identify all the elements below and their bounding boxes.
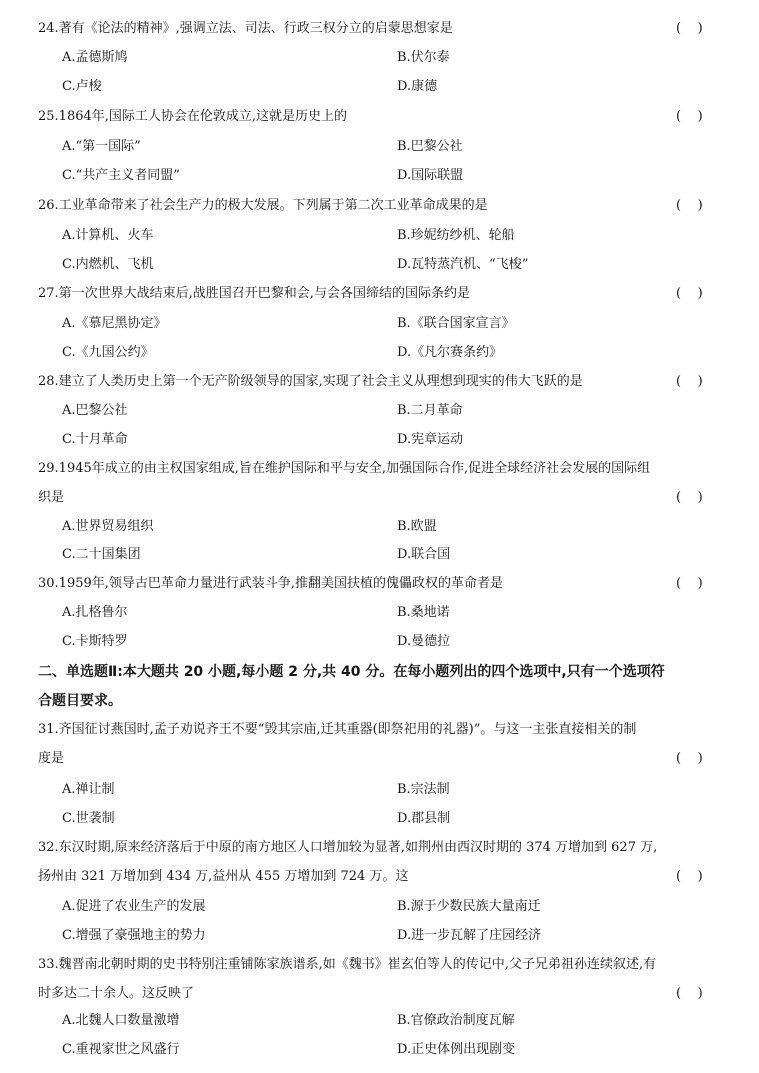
question-30-stem: 30.1959年,领导古巴革命力量进行武装斗争,推翻美国扶植的傀儡政权的革命者是 [38, 576, 504, 591]
option-28-d: D.宪章运动 [397, 432, 464, 447]
option-30-b: B.桑地诺 [397, 605, 450, 620]
option-33-a: A.北魏人口数量激增 [62, 1013, 180, 1028]
option-33-b: B.官僚政治制度瓦解 [397, 1013, 515, 1028]
option-31-a: A.禅让制 [62, 782, 115, 797]
option-25-b: B.巴黎公社 [397, 139, 463, 154]
option-26-a: A.计算机、火车 [62, 228, 154, 243]
answer-blank-33: ( ) [676, 986, 703, 1001]
option-31-d: D.郡县制 [397, 811, 451, 826]
question-31-stem: 31.齐国征讨燕国时,孟子劝说齐王不要“毁其宗庙,迁其重器(即祭祀用的礼器)”。与这一主张直接相关的制 [38, 722, 637, 737]
option-24-b: B.伏尔泰 [397, 50, 450, 65]
option-33-d: D.正史体例出现剧变 [397, 1042, 516, 1057]
question-24-stem: 24.著有《论法的精神》,强调立法、司法、行政三权分立的启蒙思想家是 [38, 21, 453, 36]
question-32-stem: 32.东汉时期,原来经济落后于中原的南方地区人口增加较为显著,如荆州由西汉时期的 374 万增加到 627 万, [38, 840, 658, 855]
option-25-c: C.“共产主义者同盟” [62, 168, 180, 183]
option-24-d: D.康德 [397, 79, 438, 94]
option-30-c: C.卡斯特罗 [62, 634, 128, 649]
question-25-stem: 25.1864年,国际工人协会在伦敦成立,这就是历史上的 [38, 109, 348, 124]
option-30-a: A.扎格鲁尔 [62, 605, 128, 620]
question-33-stem-cont: 时多达二十余人。这反映了 [38, 986, 195, 1001]
answer-blank-28: ( ) [676, 374, 703, 389]
answer-blank-29: ( ) [676, 490, 703, 505]
option-24-a: A.孟德斯鸠 [62, 50, 128, 65]
answer-blank-26: ( ) [676, 198, 703, 213]
option-27-c: C.《九国公约》 [62, 345, 154, 360]
option-24-c: C.卢梭 [62, 79, 102, 94]
question-27-stem: 27.第一次世界大战结束后,战胜国召开巴黎和会,与会各国缔结的国际条约是 [38, 286, 470, 301]
option-32-d: D.进一步瓦解了庄园经济 [397, 928, 542, 943]
option-28-a: A.巴黎公社 [62, 403, 128, 418]
option-32-b: B.源于少数民族大量南迁 [397, 899, 541, 914]
answer-blank-24: ( ) [676, 21, 703, 36]
option-26-d: D.瓦特蒸汽机、“飞梭” [397, 257, 529, 272]
option-33-c: C.重视家世之风盛行 [62, 1042, 180, 1057]
option-32-c: C.增强了豪强地主的势力 [62, 928, 206, 943]
question-33-stem: 33.魏晋南北朝时期的史书特别注重铺陈家族谱系,如《魏书》崔玄伯等人的传记中,父子兄弟祖孙连续叙述,有 [38, 957, 657, 972]
option-29-a: A.世界贸易组织 [62, 519, 154, 534]
option-27-a: A.《慕尼黑协定》 [62, 316, 167, 331]
answer-blank-31: ( ) [676, 751, 703, 766]
option-31-b: B.宗法制 [397, 782, 450, 797]
answer-blank-27: ( ) [676, 286, 703, 301]
question-32-stem-cont: 扬州由 321 万增加到 434 万,益州从 455 万增加到 724 万。这 [38, 869, 409, 884]
option-27-b: B.《联合国家宣言》 [397, 316, 515, 331]
option-27-d: D.《凡尔赛条约》 [397, 345, 503, 360]
option-29-d: D.联合国 [397, 547, 451, 562]
option-28-b: B.二月革命 [397, 403, 463, 418]
option-26-c: C.内燃机、飞机 [62, 257, 154, 272]
question-28-stem: 28.建立了人类历史上第一个无产阶级领导的国家,实现了社会主义从理想到现实的伟大飞跃的是 [38, 374, 583, 389]
answer-blank-32: ( ) [676, 869, 703, 884]
section-2-heading: 二、单选题Ⅱ:本大题共 20 小题,每小题 2 分,共 40 分。在每小题列出的四个选项中,只有一个选项符 [38, 664, 665, 680]
answer-blank-30: ( ) [676, 576, 703, 591]
question-29-stem: 29.1945年成立的由主权国家组成,旨在维护国际和平与安全,加强国际合作,促进全球经济社会发展的国际组 [38, 461, 651, 476]
question-31-stem-cont: 度是 [38, 751, 65, 766]
option-28-c: C.十月革命 [62, 432, 128, 447]
question-26-stem: 26.工业革命带来了社会生产力的极大发展。下列属于第二次工业革命成果的是 [38, 198, 488, 213]
option-29-c: C.二十国集团 [62, 547, 141, 562]
option-30-d: D.曼德拉 [397, 634, 451, 649]
option-32-a: A.促进了农业生产的发展 [62, 899, 206, 914]
option-26-b: B.珍妮纺纱机、轮船 [397, 228, 515, 243]
section-2-heading-cont: 合题目要求。 [38, 693, 122, 709]
option-29-b: B.欧盟 [397, 519, 437, 534]
answer-blank-25: ( ) [676, 109, 703, 124]
question-29-stem-cont: 织是 [38, 490, 65, 505]
option-25-a: A.“第一国际” [62, 139, 141, 154]
option-31-c: C.世袭制 [62, 811, 115, 826]
option-25-d: D.国际联盟 [397, 168, 464, 183]
